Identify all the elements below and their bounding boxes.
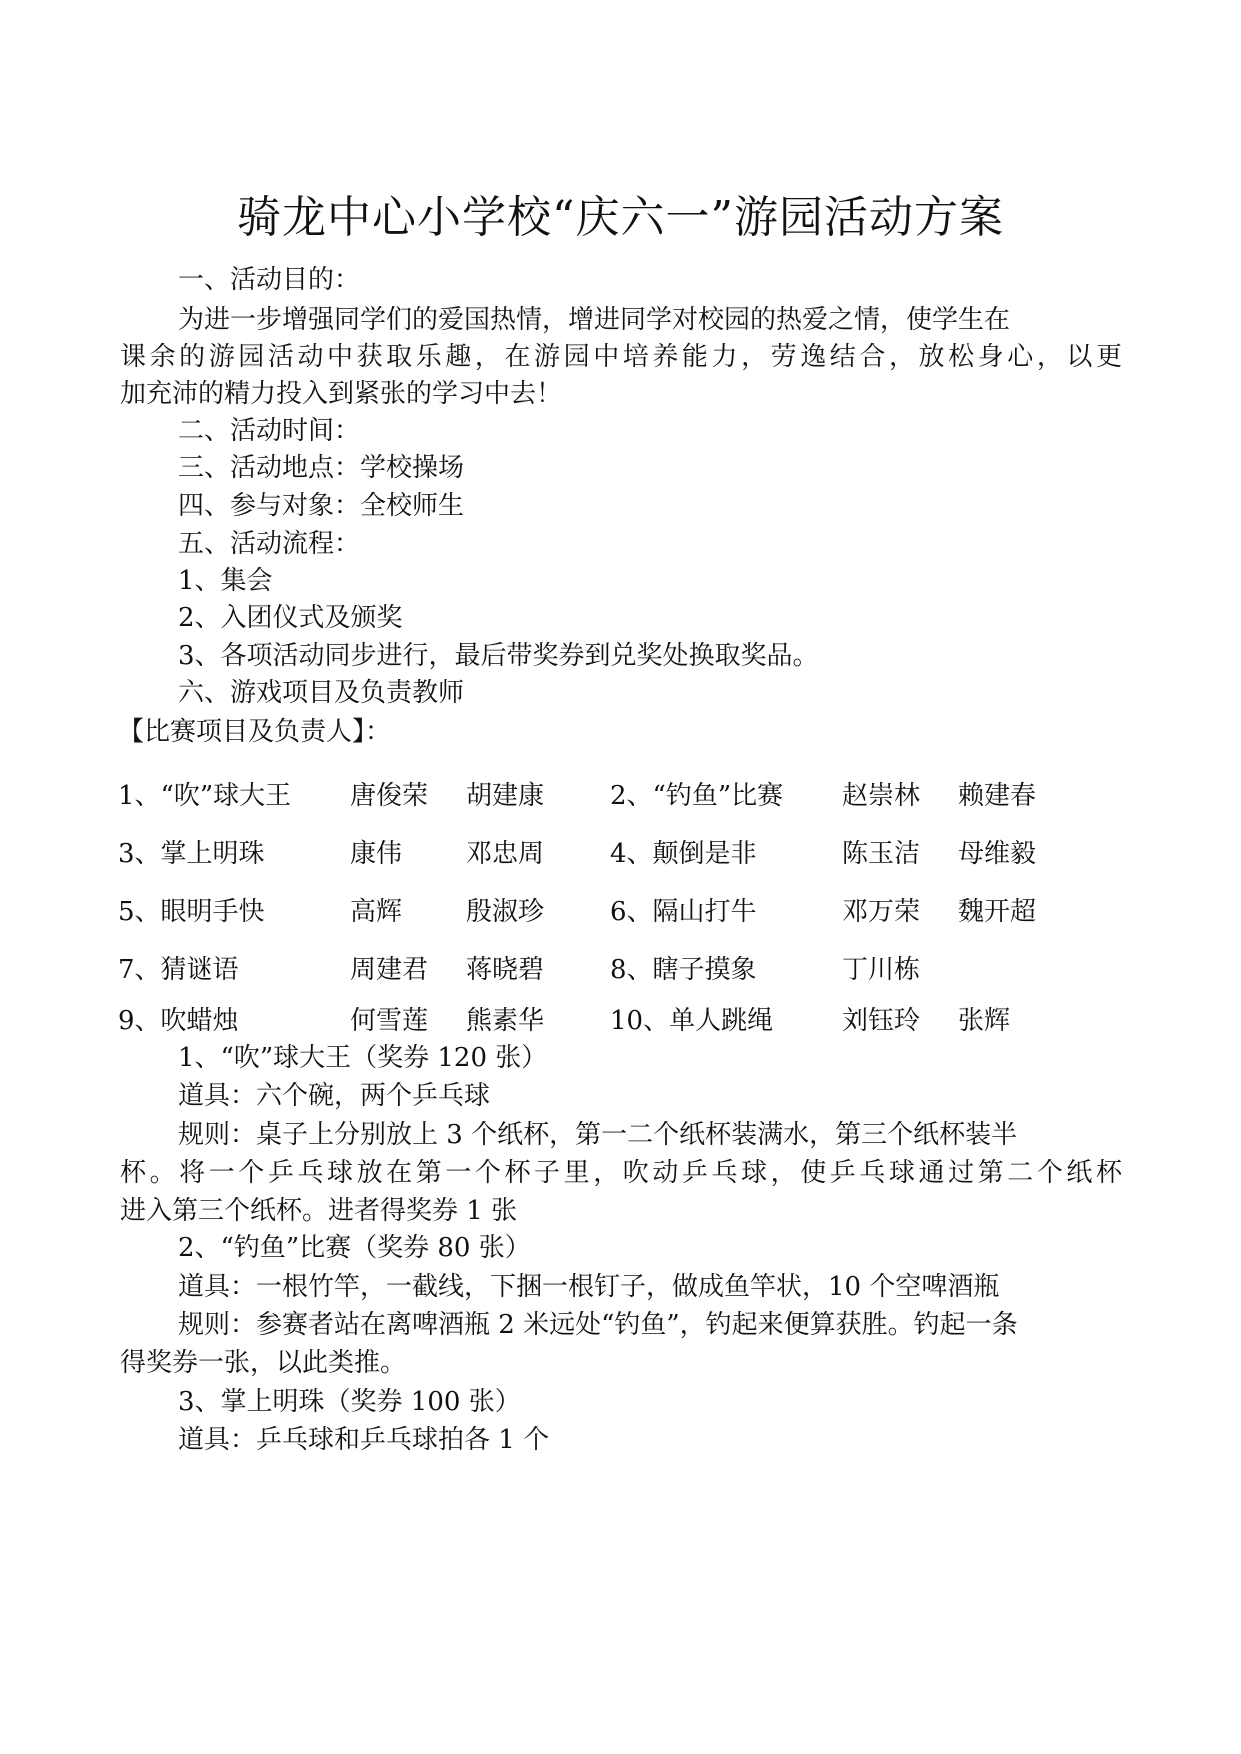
game-name: 1、“吹”球大王 xyxy=(118,781,292,811)
teacher-name: 刘钰玲 xyxy=(842,1006,921,1036)
process-step-2: 2、入团仪式及颁奖 xyxy=(178,603,403,633)
game-3-props: 道具：乒乓球和乒乓球拍各 1 个 xyxy=(178,1425,550,1455)
table-heading: 【比赛项目及负责人】： xyxy=(118,717,392,747)
teacher-name: 丁川栋 xyxy=(842,955,921,985)
game-name: 3、掌上明珠 xyxy=(118,839,265,869)
game-1-title: 1、“吹”球大王（奖券 120 张） xyxy=(178,1043,548,1073)
games-heading: 六、游戏项目及负责教师 xyxy=(178,678,465,708)
teacher-name: 赖建春 xyxy=(958,781,1037,811)
game-name: 6、隔山打牛 xyxy=(610,897,757,927)
game-1-rule-3: 进入第三个纸杯。进者得奖券 1 张 xyxy=(120,1196,518,1226)
teacher-name: 熊素华 xyxy=(466,1006,545,1036)
place-line: 三、活动地点：学校操场 xyxy=(178,453,465,483)
teacher-name: 邓万荣 xyxy=(842,897,921,927)
game-2-rule-1: 规则：参赛者站在离啤酒瓶 2 米远处“钓鱼”，钓起来便算获胜。钓起一条 xyxy=(178,1310,1018,1340)
time-line: 二、活动时间： xyxy=(178,416,361,446)
teacher-name: 母维毅 xyxy=(958,839,1037,869)
game-2-title: 2、“钓鱼”比赛（奖券 80 张） xyxy=(178,1233,531,1263)
game-2-rule-2: 得奖券一张，以此类推。 xyxy=(120,1348,407,1378)
game-name: 5、眼明手快 xyxy=(118,897,265,927)
game-1-rule-2: 杯。将一个乒乓球放在第一个杯子里，吹动乒乓球，使乒乓球通过第二个纸杯 xyxy=(120,1158,1122,1188)
game-name: 2、“钓鱼”比赛 xyxy=(610,781,784,811)
game-name: 10、单人跳绳 xyxy=(610,1006,774,1036)
purpose-heading: 一、活动目的： xyxy=(178,265,361,295)
game-1-props: 道具：六个碗，两个乒乓球 xyxy=(178,1081,491,1111)
game-name: 8、瞎子摸象 xyxy=(610,955,757,985)
process-heading: 五、活动流程： xyxy=(178,529,361,559)
teacher-name: 蒋晓碧 xyxy=(466,955,545,985)
teacher-name: 周建君 xyxy=(350,955,429,985)
participants-line: 四、参与对象：全校师生 xyxy=(178,491,465,521)
purpose-line-3: 加充沛的精力投入到紧张的学习中去！ xyxy=(120,379,563,409)
teacher-name: 张辉 xyxy=(958,1006,1011,1036)
teacher-name: 殷淑珍 xyxy=(466,897,545,927)
process-step-3: 3、各项活动同步进行，最后带奖券到兑奖处换取奖品。 xyxy=(178,641,819,671)
teacher-name: 胡建康 xyxy=(466,781,545,811)
game-3-title: 3、掌上明珠（奖券 100 张） xyxy=(178,1387,521,1417)
teacher-name: 陈玉洁 xyxy=(842,839,921,869)
teacher-name: 康伟 xyxy=(350,839,403,869)
game-1-rule-1: 规则：桌子上分别放上 3 个纸杯，第一二个纸杯装满水，第三个纸杯装半 xyxy=(178,1120,1018,1150)
teacher-name: 何雪莲 xyxy=(350,1006,429,1036)
game-name: 9、吹蜡烛 xyxy=(118,1006,239,1036)
game-name: 4、颠倒是非 xyxy=(610,839,757,869)
game-2-props: 道具：一根竹竿，一截线，下捆一根钉子，做成鱼竿状，10 个空啤酒瓶 xyxy=(178,1272,1000,1302)
game-name: 7、猜谜语 xyxy=(118,955,239,985)
process-step-1: 1、集会 xyxy=(178,566,273,596)
teacher-name: 高辉 xyxy=(350,897,403,927)
teacher-name: 唐俊荣 xyxy=(350,781,429,811)
purpose-line-2: 课余的游园活动中获取乐趣，在游园中培养能力，劳逸结合，放松身心，以更 xyxy=(120,342,1122,372)
page-title: 骑龙中心小学校“庆六一”游园活动方案 xyxy=(237,192,1004,243)
purpose-line-1: 为进一步增强同学们的爱国热情，增进同学对校园的热爱之情，使学生在 xyxy=(178,305,1011,335)
teacher-name: 魏开超 xyxy=(958,897,1037,927)
teacher-name: 赵崇林 xyxy=(842,781,921,811)
teacher-name: 邓忠周 xyxy=(466,839,545,869)
